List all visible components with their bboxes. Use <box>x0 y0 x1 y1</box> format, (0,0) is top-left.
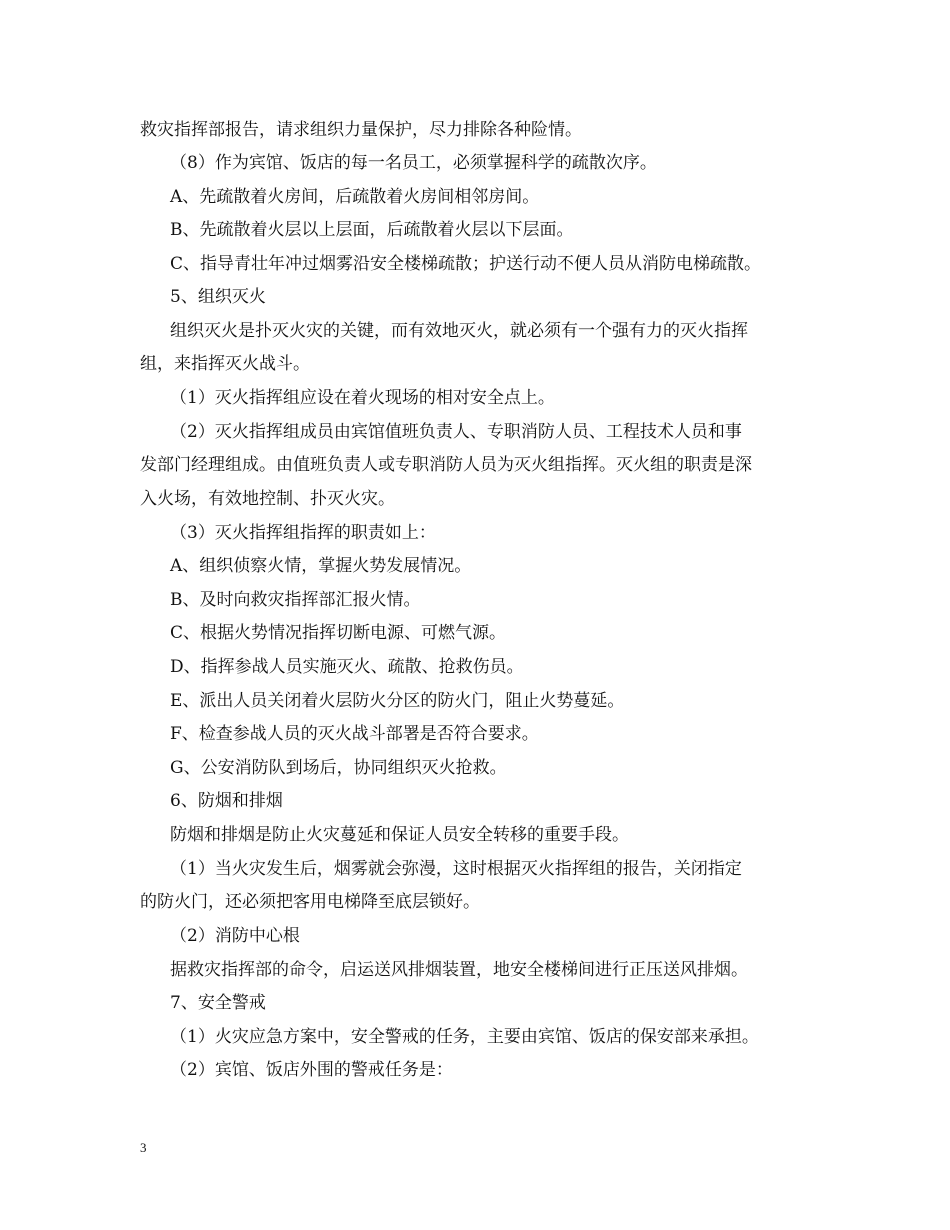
text-line: 发部门经理组成。由值班负责人或专职消防人员为灭火组指挥。灭火组的职责是深 <box>140 455 752 475</box>
text-line: （2）灭火指挥组成员由宾馆值班负责人、专职消防人员、工程技术人员和事 <box>170 422 742 442</box>
text-line: （2）宾馆、饭店外围的警戒任务是： <box>170 1060 453 1080</box>
page-number: 3 <box>140 1140 147 1155</box>
text-line: A、组织侦察火情，掌握火势发展情况。 <box>170 556 472 576</box>
text-line: D、指挥参战人员实施灭火、疏散、抢救伤员。 <box>170 657 524 677</box>
text-line: B、先疏散着火层以上层面，后疏散着火层以下层面。 <box>170 220 574 240</box>
section-heading: 5、组织灭火 <box>170 287 266 307</box>
text-line: （1）灭火指挥组应设在着火现场的相对安全点上。 <box>170 388 555 408</box>
text-line: 据救灾指挥部的命令，启运送风排烟装置，地安全楼梯间进行正压送风排烟。 <box>170 960 748 980</box>
section-heading: 7、安全警戒 <box>170 993 266 1013</box>
text-line: E、派出人员关闭着火层防火分区的防火门，阻止火势蔓延。 <box>170 691 625 711</box>
text-line: （1）火灾应急方案中，安全警戒的任务，主要由宾馆、饭店的保安部来承担。 <box>170 1027 759 1047</box>
text-line: （2）消防中心根 <box>170 926 300 946</box>
text-line: C、指导青壮年冲过烟雾沿安全楼梯疏散；护送行动不便人员从消防电梯疏散。 <box>170 254 762 274</box>
text-line: （8）作为宾馆、饭店的每一名员工，必须掌握科学的疏散次序。 <box>170 153 657 173</box>
text-line: 组织灭火是扑灭火灾的关键，而有效地灭火，就必须有一个强有力的灭火指挥 <box>170 321 748 341</box>
text-line: （1）当火灾发生后，烟雾就会弥漫，这时根据灭火指挥组的报告，关闭指定 <box>170 859 742 879</box>
text-line: B、及时向救灾指挥部汇报火情。 <box>170 590 421 610</box>
text-line: F、检查参战人员的灭火战斗部署是否符合要求。 <box>170 724 539 744</box>
text-line: （3）灭火指挥组指挥的职责如上： <box>170 523 436 543</box>
text-line: 组，来指挥灭火战斗。 <box>140 354 310 374</box>
text-line: 救灾指挥部报告，请求组织力量保护，尽力排除各种险情。 <box>140 120 582 140</box>
text-line: 的防火门，还必须把客用电梯降至底层锁好。 <box>140 892 480 912</box>
text-line: 防烟和排烟是防止火灾蔓延和保证人员安全转移的重要手段。 <box>170 825 629 845</box>
text-line: 入火场，有效地控制、扑灭火灾。 <box>140 489 395 509</box>
text-line: A、先疏散着火房间，后疏散着火房间相邻房间。 <box>170 187 540 207</box>
text-line: G、公安消防队到场后，协同组织灭火抢救。 <box>170 758 507 778</box>
section-heading: 6、防烟和排烟 <box>170 791 283 811</box>
text-line: C、根据火势情况指挥切断电源、可燃气源。 <box>170 623 507 643</box>
